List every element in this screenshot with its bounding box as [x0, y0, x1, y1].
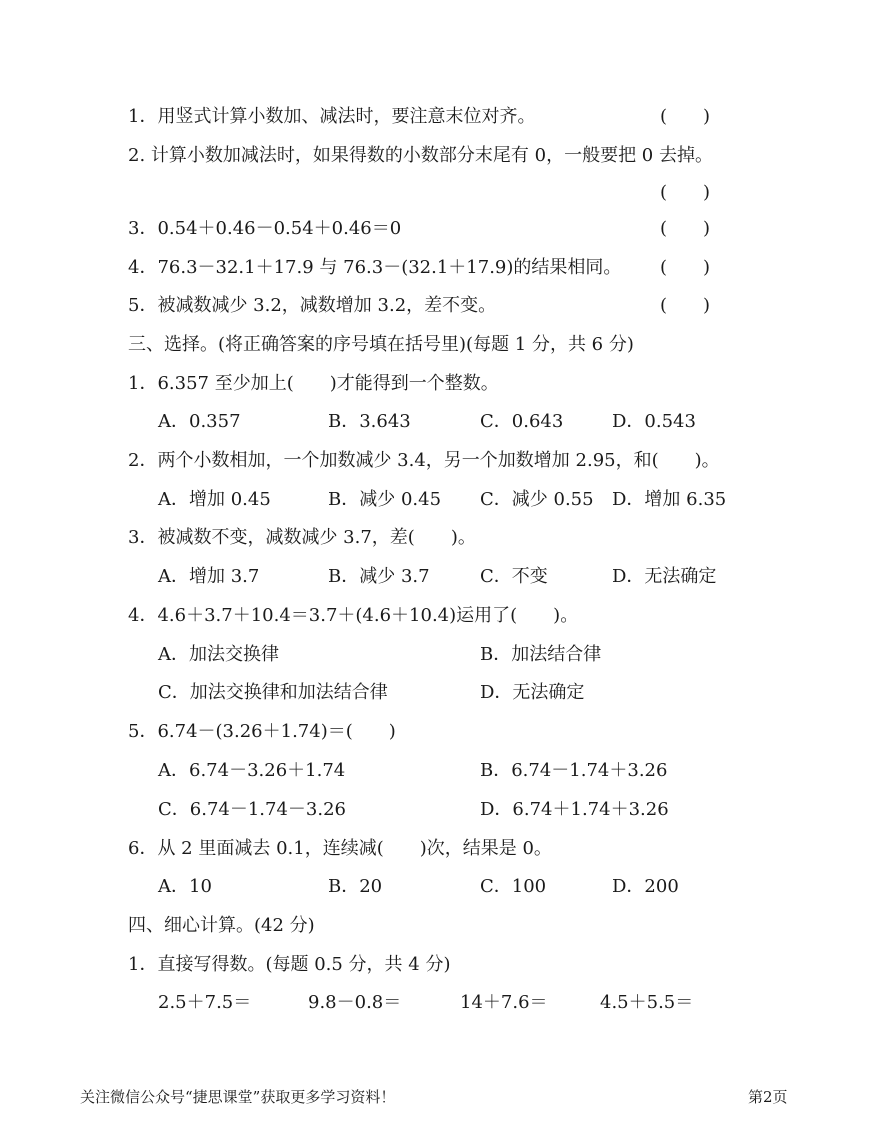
choice-question-3: 3．被减数不变，减数减少 3.7，差( )。 [128, 527, 476, 548]
choice-1-option-a[interactable]: A．0.357 [158, 411, 241, 432]
choice-2-option-c[interactable]: C．减少 0.55 [480, 489, 594, 510]
choice-6-option-c[interactable]: C．100 [480, 876, 547, 897]
calc-expression-1: 2.5＋7.5＝ [158, 992, 252, 1013]
choice-question-6: 6．从 2 里面减去 0.1，连续减( )次，结果是 0。 [128, 838, 552, 859]
judge-question-3: 3．0.54＋0.46－0.54＋0.46＝0 [128, 218, 402, 239]
choice-5-option-c[interactable]: C．6.74－1.74－3.26 [158, 799, 347, 820]
choice-6-option-a[interactable]: A．10 [158, 876, 212, 897]
choice-2-option-a[interactable]: A．增加 0.45 [158, 489, 271, 510]
choice-2-option-d[interactable]: D．增加 6.35 [612, 489, 727, 510]
answer-paren-1[interactable]: ( ) [660, 106, 711, 127]
judge-question-2: 2. 计算小数加减法时，如果得数的小数部分末尾有 0，一般要把 0 去掉。 [128, 145, 713, 166]
answer-paren-2[interactable]: ( ) [660, 182, 711, 203]
choice-question-5: 5．6.74－(3.26＋1.74)＝( ) [128, 721, 396, 742]
choice-4-option-a[interactable]: A．加法交换律 [158, 644, 279, 665]
choice-3-option-a[interactable]: A．增加 3.7 [158, 566, 260, 587]
choice-5-option-d[interactable]: D．6.74＋1.74＋3.26 [480, 799, 669, 820]
section-3-title: 三、选择。(将正确答案的序号填在括号里)(每题 1 分，共 6 分) [128, 334, 634, 355]
calc-expression-4: 4.5＋5.5＝ [600, 992, 694, 1013]
page-number: 第2页 [748, 1088, 788, 1106]
section-4-title: 四、细心计算。(42 分) [128, 915, 315, 936]
answer-paren-3[interactable]: ( ) [660, 218, 711, 239]
choice-1-option-b[interactable]: B．3.643 [328, 411, 411, 432]
choice-question-1: 1．6.357 至少加上( )才能得到一个整数。 [128, 373, 499, 394]
choice-question-4: 4．4.6＋3.7＋10.4＝3.7＋(4.6＋10.4)运用了( )。 [128, 605, 579, 626]
choice-6-option-b[interactable]: B．20 [328, 876, 383, 897]
choice-6-option-d[interactable]: D．200 [612, 876, 679, 897]
calc-expression-2: 9.8－0.8＝ [308, 992, 402, 1013]
choice-question-2: 2．两个小数相加，一个加数减少 3.4，另一个加数增加 2.95，和( )。 [128, 450, 720, 471]
choice-4-option-b[interactable]: B．加法结合律 [480, 644, 602, 665]
choice-3-option-c[interactable]: C．不变 [480, 566, 548, 587]
answer-paren-4[interactable]: ( ) [660, 257, 711, 278]
judge-question-5: 5．被减数减少 3.2，减数增加 3.2，差不变。 [128, 295, 497, 316]
choice-1-option-d[interactable]: D．0.543 [612, 411, 696, 432]
choice-1-option-c[interactable]: C．0.643 [480, 411, 564, 432]
calc-expression-3: 14＋7.6＝ [460, 992, 548, 1013]
answer-paren-5[interactable]: ( ) [660, 295, 711, 316]
choice-3-option-b[interactable]: B．减少 3.7 [328, 566, 430, 587]
section-4-subtitle: 1．直接写得数。(每题 0.5 分，共 4 分) [128, 954, 451, 975]
footer-text: 关注微信公众号“捷思课堂”获取更多学习资料！ [80, 1088, 396, 1106]
choice-4-option-d[interactable]: D．无法确定 [480, 682, 585, 703]
choice-5-option-b[interactable]: B．6.74－1.74＋3.26 [480, 760, 668, 781]
choice-4-option-c[interactable]: C．加法交换律和加法结合律 [158, 682, 388, 703]
judge-question-1: 1．用竖式计算小数加、减法时，要注意末位对齐。 [128, 106, 536, 127]
choice-5-option-a[interactable]: A．6.74－3.26＋1.74 [158, 760, 346, 781]
judge-question-4: 4．76.3－32.1＋17.9 与 76.3－(32.1＋17.9)的结果相同。 [128, 257, 622, 278]
choice-2-option-b[interactable]: B．减少 0.45 [328, 489, 442, 510]
choice-3-option-d[interactable]: D．无法确定 [612, 566, 717, 587]
